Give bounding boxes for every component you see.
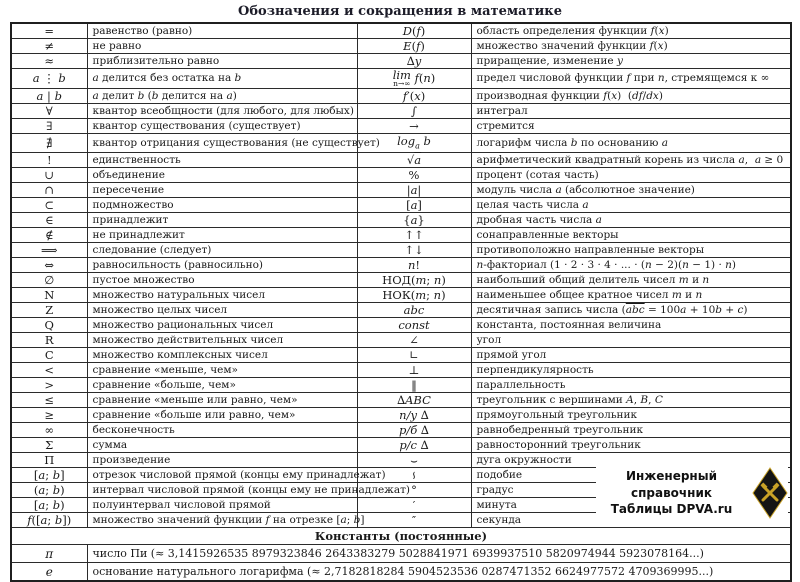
description-cell: a делит b (b делится на a) <box>87 89 357 104</box>
symbol-cell: ″ <box>357 513 471 528</box>
description-cell: бесконечность <box>87 423 357 438</box>
constant-symbol: e <box>11 563 87 582</box>
symbol-cell: a | b <box>11 89 87 104</box>
description-cell: объединение <box>87 168 357 183</box>
description-cell: приблизительно равно <box>87 54 357 69</box>
symbol-cell: D(f) <box>357 23 471 39</box>
symbol-cell: n! <box>357 258 471 273</box>
description-cell: отрезок числовой прямой (концы ему принадлежат) <box>87 468 357 483</box>
description-cell: модуль числа a (абсолютное значение) <box>471 183 791 198</box>
table-row <box>11 54 791 69</box>
symbol-cell: lim n→∞ f(n) <box>357 69 471 89</box>
description-cell: перпендикулярность <box>471 363 791 378</box>
description-cell: сонаправленные векторы <box>471 228 791 243</box>
description-cell: сравнение «меньше, чем» <box>87 363 357 378</box>
table-row <box>11 438 791 453</box>
description-cell: n-факториал (1 · 2 · 3 · 4 · ... · (n − 2)(n − 1) · n) <box>471 258 791 273</box>
table-row <box>11 243 791 258</box>
brand-text <box>596 468 747 518</box>
description-cell: процент (сотая часть) <box>471 168 791 183</box>
brand-line1: Инженерный справочник <box>626 468 717 500</box>
description-cell: множество действительных чисел <box>87 333 357 348</box>
table-row <box>11 119 791 134</box>
description-cell: область определения функции f(x) <box>471 23 791 39</box>
constant-row <box>11 563 791 582</box>
description-cell: секунда <box>471 513 791 528</box>
constant-symbol: π <box>11 545 87 563</box>
table-row <box>11 183 791 198</box>
table-row <box>11 288 791 303</box>
symbol-cell: = <box>11 23 87 39</box>
symbol-cell: [a; b) <box>11 498 87 513</box>
description-cell: дуга окружности <box>471 453 791 468</box>
symbol-cell: ′ <box>357 498 471 513</box>
symbol-cell: ∽ <box>357 468 471 483</box>
symbol-cell: Z <box>11 303 87 318</box>
description-cell: логарифм числа b по основанию a <box>471 134 791 153</box>
symbol-cell: п/у ∆ <box>357 408 471 423</box>
description-cell: подмножество <box>87 198 357 213</box>
description-cell: множество комплексных чисел <box>87 348 357 363</box>
symbol-cell: ∆y <box>357 54 471 69</box>
symbol-cell: > <box>11 378 87 393</box>
symbol-cell: [a] <box>357 198 471 213</box>
symbol-cell: НОД(m; n) <box>357 273 471 288</box>
description-cell: пустое множество <box>87 273 357 288</box>
symbol-cell: % <box>357 168 471 183</box>
symbol-cell: < <box>11 363 87 378</box>
symbol-cell: N <box>11 288 87 303</box>
symbol-cell: р/с ∆ <box>357 438 471 453</box>
symbol-cell: $\log_a b$ <box>357 134 471 153</box>
description-cell: сравнение «больше или равно, чем» <box>87 408 357 423</box>
description-cell: наибольший общий делитель чисел m и n <box>471 273 791 288</box>
table-row <box>11 363 791 378</box>
symbol-cell: ∆ABC <box>357 393 471 408</box>
table-row <box>11 39 791 54</box>
table-row <box>11 378 791 393</box>
description-cell: интервал числовой прямой (концы ему не принадлежат) <box>87 483 357 498</box>
table-row <box>11 423 791 438</box>
table-row <box>11 333 791 348</box>
symbol-cell: ≤ <box>11 393 87 408</box>
symbol-cell: Σ <box>11 438 87 453</box>
table-row <box>11 104 791 119</box>
constant-description: основание натурального логарифма (≈ 2,7182818284 5904523536 0287471352 6624977572 4709369995...) <box>87 563 791 582</box>
symbol-cell: const <box>357 318 471 333</box>
table-row <box>11 258 791 273</box>
constants-header: Константы (постоянные) <box>11 528 791 545</box>
symbol-cell: ↑↓ <box>357 243 471 258</box>
symbol-cell: ! <box>11 153 87 168</box>
table-row <box>11 393 791 408</box>
symbol-cell: ∟ <box>357 348 471 363</box>
description-cell: произведение <box>87 453 357 468</box>
description-cell: арифметический квадратный корень из числа a, a ≥ 0 <box>471 153 791 168</box>
table-row <box>11 134 791 153</box>
description-cell: прямоугольный треугольник <box>471 408 791 423</box>
symbol-cell: $\overline{abc}$ <box>357 303 471 318</box>
description-cell: квантор отрицания существования (не существует) <box>87 134 357 153</box>
description-cell: не принадлежит <box>87 228 357 243</box>
description-cell: наименьшее общее кратное чисел m и n <box>471 288 791 303</box>
description-cell: равносторонний треугольник <box>471 438 791 453</box>
symbol-cell: C <box>11 348 87 363</box>
symbol-cell: → <box>357 119 471 134</box>
description-cell: треугольник с вершинами A, B, C <box>471 393 791 408</box>
symbol-cell: ∪ <box>11 168 87 183</box>
symbol-cell: ∈ <box>11 213 87 228</box>
description-cell: константа, постоянная величина <box>471 318 791 333</box>
description-cell: a делится без остатка на b <box>87 69 357 89</box>
description-cell: не равно <box>87 39 357 54</box>
constants-header-row <box>11 528 791 545</box>
symbol-cell: ⊂ <box>11 198 87 213</box>
description-cell: сравнение «больше, чем» <box>87 378 357 393</box>
table-row <box>11 273 791 288</box>
symbol-cell: ∀ <box>11 104 87 119</box>
table-row <box>11 23 791 39</box>
constant-description: число Пи (≈ 3,1415926535 8979323846 2643383279 5028841971 6939937510 5820974944 5923078164...) <box>87 545 791 563</box>
symbol-cell: ↑↑ <box>357 228 471 243</box>
symbol-cell: ∄ <box>11 134 87 153</box>
symbol-cell: √a <box>357 153 471 168</box>
description-cell: градус <box>471 483 791 498</box>
symbol-cell: ⇔ <box>11 258 87 273</box>
description-cell: прямой угол <box>471 348 791 363</box>
table-row <box>11 153 791 168</box>
table-row <box>11 69 791 89</box>
description-cell: квантор существования (существует) <box>87 119 357 134</box>
description-cell: множество значений функции f(x) <box>471 39 791 54</box>
symbol-cell: (a; b) <box>11 483 87 498</box>
description-cell: единственность <box>87 153 357 168</box>
symbol-cell: ⌣ <box>357 453 471 468</box>
symbol-cell: ≈ <box>11 54 87 69</box>
description-cell: целая часть числа a <box>471 198 791 213</box>
symbol-cell: ∉ <box>11 228 87 243</box>
symbol-cell: ≠ <box>11 39 87 54</box>
symbol-cell: ∃ <box>11 119 87 134</box>
table-row <box>11 198 791 213</box>
symbol-cell: Π <box>11 453 87 468</box>
description-cell: противоположно направленные векторы <box>471 243 791 258</box>
table-row <box>11 89 791 104</box>
table-row <box>11 168 791 183</box>
table-row <box>11 228 791 243</box>
description-cell: множество рациональных чисел <box>87 318 357 333</box>
constant-row <box>11 545 791 563</box>
table-row <box>11 318 791 333</box>
description-cell: предел числовой функции f при n, стремящемся к ∞ <box>471 69 791 89</box>
description-cell: пересечение <box>87 183 357 198</box>
description-cell: десятичная запись числа $(\overline{abc} = 100a + 10b + c)$ <box>471 303 791 318</box>
description-cell: сумма <box>87 438 357 453</box>
description-cell: множество значений функции f на отрезке [a; b] <box>87 513 357 528</box>
symbol-cell: ° <box>357 483 471 498</box>
description-cell: следование (следует) <box>87 243 357 258</box>
description-cell: множество целых чисел <box>87 303 357 318</box>
description-cell: равнобедренный треугольник <box>471 423 791 438</box>
symbol-cell: НОК(m; n) <box>357 288 471 303</box>
symbol-cell: ‖ <box>357 378 471 393</box>
symbol-cell: ⊥ <box>357 363 471 378</box>
description-cell: подобие <box>471 468 791 483</box>
symbol-cell: {a} <box>357 213 471 228</box>
table-row <box>11 303 791 318</box>
symbol-cell: R <box>11 333 87 348</box>
symbol-cell: ∞ <box>11 423 87 438</box>
description-cell: равенство (равно) <box>87 23 357 39</box>
brand-logo-icon <box>752 467 788 519</box>
symbol-cell: ≥ <box>11 408 87 423</box>
symbol-cell: [a; b] <box>11 468 87 483</box>
table-row <box>11 408 791 423</box>
symbol-cell: |a| <box>357 183 471 198</box>
page-title: Обозначения и сокращения в математике <box>238 4 562 19</box>
symbol-cell: р/б ∆ <box>357 423 471 438</box>
symbol-cell: ∠ <box>357 333 471 348</box>
description-cell: равносильность (равносильно) <box>87 258 357 273</box>
symbol-cell: f([a; b]) <box>11 513 87 528</box>
description-cell: интеграл <box>471 104 791 119</box>
watermark <box>596 463 788 523</box>
description-cell: угол <box>471 333 791 348</box>
description-cell: принадлежит <box>87 213 357 228</box>
description-cell: квантор всеобщности (для любого, для любых) <box>87 104 357 119</box>
description-cell: полуинтервал числовой прямой <box>87 498 357 513</box>
symbol-cell: Q <box>11 318 87 333</box>
symbol-cell: ∫ <box>357 104 471 119</box>
symbol-cell: ⟹ <box>11 243 87 258</box>
symbol-cell: E(f) <box>357 39 471 54</box>
description-cell: дробная часть числа a <box>471 213 791 228</box>
symbol-cell: ∩ <box>11 183 87 198</box>
description-cell: приращение, изменение y <box>471 54 791 69</box>
description-cell: параллельность <box>471 378 791 393</box>
symbol-cell: a ⋮ b <box>11 69 87 89</box>
description-cell: сравнение «меньше или равно, чем» <box>87 393 357 408</box>
symbol-cell: ∅ <box>11 273 87 288</box>
description-cell: стремится <box>471 119 791 134</box>
description-cell: минута <box>471 498 791 513</box>
symbol-cell: f′(x) <box>357 89 471 104</box>
table-row <box>11 213 791 228</box>
brand-line2: Таблицы DPVA.ru <box>610 502 733 517</box>
description-cell: производная функции f(x) (df/dx) <box>471 89 791 104</box>
description-cell: множество натуральных чисел <box>87 288 357 303</box>
table-row <box>11 348 791 363</box>
